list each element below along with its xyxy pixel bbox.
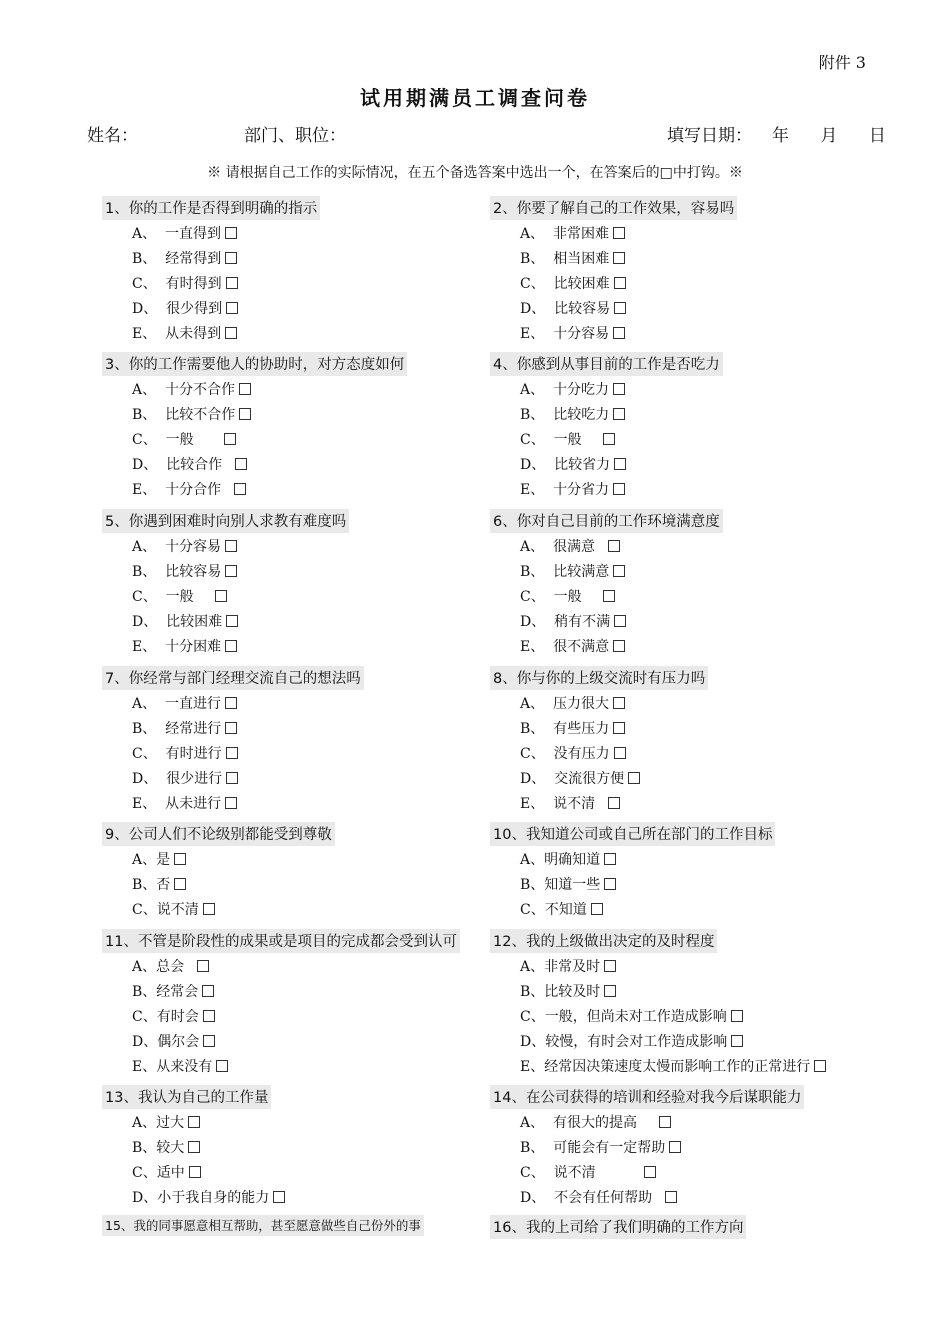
option-label: A、是: [132, 852, 171, 868]
question-11-option[interactable]: [132, 1056, 228, 1076]
option-label: D、 比较省力: [520, 457, 611, 473]
question-10-title: 10、我知道公司或自己所在部门的工作目标: [490, 822, 775, 846]
option-label: C、 有时进行: [132, 746, 222, 762]
question-4-option[interactable]: [520, 454, 626, 474]
question-12-option[interactable]: [520, 981, 616, 1001]
question-4-option[interactable]: [520, 429, 615, 449]
question-5-option[interactable]: [132, 561, 237, 581]
option-label: D、 很少进行: [132, 771, 223, 787]
checkbox[interactable]: [226, 615, 238, 627]
option-label: B、 比较不合作: [132, 407, 236, 423]
question-4-option[interactable]: [520, 404, 625, 424]
question-9-option[interactable]: [132, 899, 215, 919]
checkbox[interactable]: [225, 565, 237, 577]
question-13-option[interactable]: [132, 1112, 200, 1132]
question-10-option[interactable]: [520, 849, 616, 869]
checkbox[interactable]: [203, 1035, 215, 1047]
question-2-option[interactable]: [520, 248, 625, 268]
option-label: E、 十分容易: [520, 326, 610, 342]
checkbox[interactable]: [604, 985, 616, 997]
question-3-option[interactable]: [132, 404, 251, 424]
option-label: A、 很满意: [520, 539, 604, 555]
question-6-option[interactable]: [520, 536, 620, 556]
option-label: C、有时会: [132, 1009, 199, 1025]
checkbox[interactable]: [225, 697, 237, 709]
question-3-option[interactable]: [132, 429, 236, 449]
checkbox[interactable]: [659, 1116, 671, 1128]
question-8-option[interactable]: [520, 693, 625, 713]
checkbox[interactable]: [608, 797, 620, 809]
question-5-option[interactable]: [132, 586, 227, 606]
question-12-option[interactable]: [520, 1056, 826, 1076]
question-3-option[interactable]: [132, 454, 247, 474]
checkbox[interactable]: [225, 640, 237, 652]
option-label: C、 没有压力: [520, 746, 610, 762]
checkbox[interactable]: [225, 797, 237, 809]
question-13-option[interactable]: [132, 1137, 200, 1157]
question-8-option[interactable]: [520, 718, 625, 738]
question-13-title: 13、我认为自己的工作量: [102, 1085, 271, 1109]
question-6-option[interactable]: [520, 611, 626, 631]
question-4-option[interactable]: [520, 379, 625, 399]
option-label: D、 交流很方便: [520, 771, 625, 787]
question-7-title: 7、你经常与部门经理交流自己的想法吗: [102, 666, 364, 690]
checkbox[interactable]: [215, 590, 227, 602]
checkbox[interactable]: [239, 408, 251, 420]
option-label: E、 从未进行: [132, 796, 222, 812]
question-13-option[interactable]: [132, 1162, 201, 1182]
question-2-option[interactable]: [520, 223, 625, 243]
question-12-option[interactable]: [520, 1031, 743, 1051]
checkbox[interactable]: [613, 327, 625, 339]
option-label: A、明确知道: [520, 852, 601, 868]
name-label: 姓名：: [87, 126, 138, 146]
option-label: B、 比较容易: [132, 564, 222, 580]
option-label: B、知道一些: [520, 877, 601, 893]
checkbox[interactable]: [665, 1191, 677, 1203]
option-label: B、 比较满意: [520, 564, 610, 580]
option-label: B、 经常进行: [132, 721, 222, 737]
checkbox[interactable]: [174, 878, 186, 890]
question-15-title: 15、我的同事愿意相互帮助，甚至愿意做些自己份外的事: [102, 1215, 424, 1236]
question-2-option[interactable]: [520, 273, 626, 293]
question-14-option[interactable]: [520, 1137, 681, 1157]
question-8-title: 8、你与你的上级交流时有压力吗: [490, 666, 708, 690]
checkbox[interactable]: [225, 227, 237, 239]
option-label: D、 很少得到: [132, 301, 223, 317]
option-label: E、 从未得到: [132, 326, 222, 342]
question-7-option[interactable]: [132, 793, 237, 813]
question-6-title: 6、你对自己目前的工作环境满意度: [490, 509, 723, 533]
question-16-title: 16、我的上司给了我们明确的工作方向: [490, 1215, 746, 1239]
option-label: B、经常会: [132, 984, 199, 1000]
option-label: E、 十分省力: [520, 482, 610, 498]
option-label: A、 有很大的提高: [520, 1115, 655, 1131]
question-8-option[interactable]: [520, 768, 640, 788]
date-year: 年: [772, 126, 789, 146]
question-7-option[interactable]: [132, 718, 237, 738]
question-14-option[interactable]: [520, 1187, 677, 1207]
checkbox[interactable]: [669, 1141, 681, 1153]
question-14-title: 14、在公司获得的培训和经验对我今后谋职能力: [490, 1085, 804, 1109]
checkbox[interactable]: [591, 903, 603, 915]
question-11-title: 11、不管是阶段性的成果或是项目的完成都会受到认可: [102, 929, 460, 953]
checkbox[interactable]: [614, 458, 626, 470]
question-5-option[interactable]: [132, 611, 238, 631]
date-parts: [772, 121, 912, 146]
option-label: A、 非常困难: [520, 226, 610, 242]
option-label: B、 相当困难: [520, 251, 610, 267]
question-8-option[interactable]: [520, 793, 620, 813]
option-label: C、说不清: [132, 902, 199, 918]
question-5-option[interactable]: [132, 536, 237, 556]
question-3-option[interactable]: [132, 379, 251, 399]
option-label: E、从来没有: [132, 1059, 213, 1075]
option-label: B、 经常得到: [132, 251, 222, 267]
question-2-title: 2、你要了解自己的工作效果，容易吗: [490, 196, 737, 220]
checkbox[interactable]: [614, 302, 626, 314]
option-label: A、 十分不合作: [132, 382, 236, 398]
question-1-option[interactable]: [132, 248, 237, 268]
option-label: E、 很不满意: [520, 639, 610, 655]
checkbox[interactable]: [226, 277, 238, 289]
checkbox[interactable]: [613, 640, 625, 652]
option-label: E、经常因决策速度太慢而影响工作的正常进行: [520, 1059, 811, 1075]
question-3-option[interactable]: [132, 479, 246, 499]
question-4-option[interactable]: [520, 479, 625, 499]
option-label: D、 稍有不满: [520, 614, 611, 630]
checkbox[interactable]: [613, 483, 625, 495]
option-label: B、 有些压力: [520, 721, 610, 737]
question-9-option[interactable]: [132, 874, 186, 894]
option-label: D、 比较容易: [520, 301, 611, 317]
question-1-option[interactable]: [132, 223, 237, 243]
question-8-option[interactable]: [520, 743, 626, 763]
checkbox[interactable]: [174, 853, 186, 865]
option-label: C、适中: [132, 1165, 185, 1181]
question-12-option[interactable]: [520, 956, 616, 976]
question-1-option[interactable]: [132, 323, 237, 343]
question-7-option[interactable]: [132, 768, 238, 788]
checkbox[interactable]: [603, 590, 615, 602]
question-5-option[interactable]: [132, 636, 237, 656]
question-7-option[interactable]: [132, 693, 237, 713]
checkbox[interactable]: [224, 433, 236, 445]
option-label: A、 十分吃力: [520, 382, 610, 398]
option-label: C、 有时得到: [132, 276, 222, 292]
checkbox[interactable]: [216, 1060, 228, 1072]
question-7-option[interactable]: [132, 743, 238, 763]
option-label: C、 一般: [132, 589, 212, 605]
checkbox[interactable]: [239, 383, 251, 395]
option-label: B、 比较吃力: [520, 407, 610, 423]
question-6-option[interactable]: [520, 561, 625, 581]
checkbox[interactable]: [613, 252, 625, 264]
option-label: D、较慢，有时会对工作造成影响: [520, 1034, 728, 1050]
question-11-option[interactable]: [132, 981, 214, 1001]
checkbox[interactable]: [235, 458, 247, 470]
checkbox[interactable]: [188, 1141, 200, 1153]
checkbox[interactable]: [814, 1060, 826, 1072]
question-11-option[interactable]: [132, 1006, 215, 1026]
dept-position-label: 部门、职位：: [244, 126, 346, 146]
checkbox[interactable]: [613, 227, 625, 239]
question-4-title: 4、你感到从事目前的工作是否吃力: [490, 352, 723, 376]
option-label: C、 比较困难: [520, 276, 610, 292]
page-title: 试用期满员工调查问卷: [360, 86, 590, 110]
checkbox[interactable]: [189, 1166, 201, 1178]
option-label: C、不知道: [520, 902, 587, 918]
option-label: B、比较及时: [520, 984, 601, 1000]
question-12-option[interactable]: [520, 1006, 743, 1026]
question-6-option[interactable]: [520, 636, 625, 656]
question-9-option[interactable]: [132, 849, 186, 869]
option-label: D、偶尔会: [132, 1034, 200, 1050]
checkbox[interactable]: [644, 1166, 656, 1178]
checkbox[interactable]: [225, 540, 237, 552]
option-label: C、 一般: [132, 432, 221, 448]
question-14-option[interactable]: [520, 1162, 656, 1182]
option-label: E、 十分困难: [132, 639, 222, 655]
question-3-title: 3、你的工作需要他人的协助时，对方态度如何: [102, 352, 407, 376]
option-label: A、 一直得到: [132, 226, 222, 242]
checkbox[interactable]: [604, 853, 616, 865]
checkbox[interactable]: [225, 722, 237, 734]
question-12-title: 12、我的上级做出决定的及时程度: [490, 929, 717, 953]
question-2-option[interactable]: [520, 323, 625, 343]
option-label: D、 不会有任何帮助: [520, 1190, 662, 1206]
question-1-option[interactable]: [132, 298, 238, 318]
option-label: B、较大: [132, 1140, 185, 1156]
checkbox[interactable]: [226, 772, 238, 784]
attachment-label: 附件 3: [818, 53, 866, 72]
checkbox[interactable]: [731, 1035, 743, 1047]
checkbox[interactable]: [613, 722, 625, 734]
option-label: C、 说不清: [520, 1165, 641, 1181]
checkbox[interactable]: [604, 960, 616, 972]
checkbox[interactable]: [731, 1010, 743, 1022]
option-label: A、 压力很大: [520, 696, 610, 712]
checkbox[interactable]: [608, 540, 620, 552]
checkbox[interactable]: [202, 985, 214, 997]
checkbox[interactable]: [197, 960, 209, 972]
checkbox[interactable]: [604, 878, 616, 890]
checkbox[interactable]: [613, 383, 625, 395]
checkbox[interactable]: [225, 252, 237, 264]
date-label: 填写日期：: [667, 126, 752, 146]
checkbox[interactable]: [613, 565, 625, 577]
option-label: B、 可能会有一定帮助: [520, 1140, 666, 1156]
question-13-option[interactable]: [132, 1187, 285, 1207]
option-label: A、总会: [132, 959, 194, 975]
checkbox[interactable]: [225, 327, 237, 339]
checkbox[interactable]: [613, 697, 625, 709]
question-5-title: 5、你遇到困难时向别人求教有难度吗: [102, 509, 349, 533]
question-9-title: 9、公司人们不论级别都能受到尊敬: [102, 822, 335, 846]
question-6-option[interactable]: [520, 586, 615, 606]
option-label: A、 十分容易: [132, 539, 222, 555]
checkbox[interactable]: [203, 1010, 215, 1022]
question-10-option[interactable]: [520, 899, 603, 919]
checkbox[interactable]: [203, 903, 215, 915]
instruction-text: ※ 请根据自己工作的实际情况，在五个备选答案中选出一个，在答案后的□中打钩。※: [207, 165, 743, 181]
option-label: E、 说不清: [520, 796, 605, 812]
checkbox[interactable]: [614, 277, 626, 289]
option-label: C、 一般: [520, 432, 600, 448]
option-label: A、过大: [132, 1115, 185, 1131]
option-label: D、 比较困难: [132, 614, 223, 630]
checkbox[interactable]: [188, 1116, 200, 1128]
question-11-option[interactable]: [132, 956, 209, 976]
option-label: D、 比较合作: [132, 457, 232, 473]
checkbox[interactable]: [226, 747, 238, 759]
checkbox[interactable]: [613, 408, 625, 420]
option-label: B、否: [132, 877, 171, 893]
option-label: C、一般，但尚未对工作造成影响: [520, 1009, 727, 1025]
date-day: 日: [868, 126, 886, 146]
checkbox[interactable]: [603, 433, 615, 445]
option-label: C、 一般: [520, 589, 600, 605]
option-label: A、 一直进行: [132, 696, 222, 712]
checkbox[interactable]: [628, 772, 640, 784]
option-label: A、非常及时: [520, 959, 601, 975]
question-14-option[interactable]: [520, 1112, 671, 1132]
checkbox[interactable]: [234, 483, 246, 495]
checkbox[interactable]: [226, 302, 238, 314]
question-2-option[interactable]: [520, 298, 626, 318]
question-1-option[interactable]: [132, 273, 238, 293]
question-1-title: 1、你的工作是否得到明确的指示: [102, 196, 320, 220]
date-month: 月: [820, 126, 838, 146]
checkbox[interactable]: [273, 1191, 285, 1203]
question-11-option[interactable]: [132, 1031, 215, 1051]
question-10-option[interactable]: [520, 874, 616, 894]
checkbox[interactable]: [614, 615, 626, 627]
option-label: E、 十分合作: [132, 482, 231, 498]
checkbox[interactable]: [614, 747, 626, 759]
option-label: D、小于我自身的能力: [132, 1190, 270, 1206]
